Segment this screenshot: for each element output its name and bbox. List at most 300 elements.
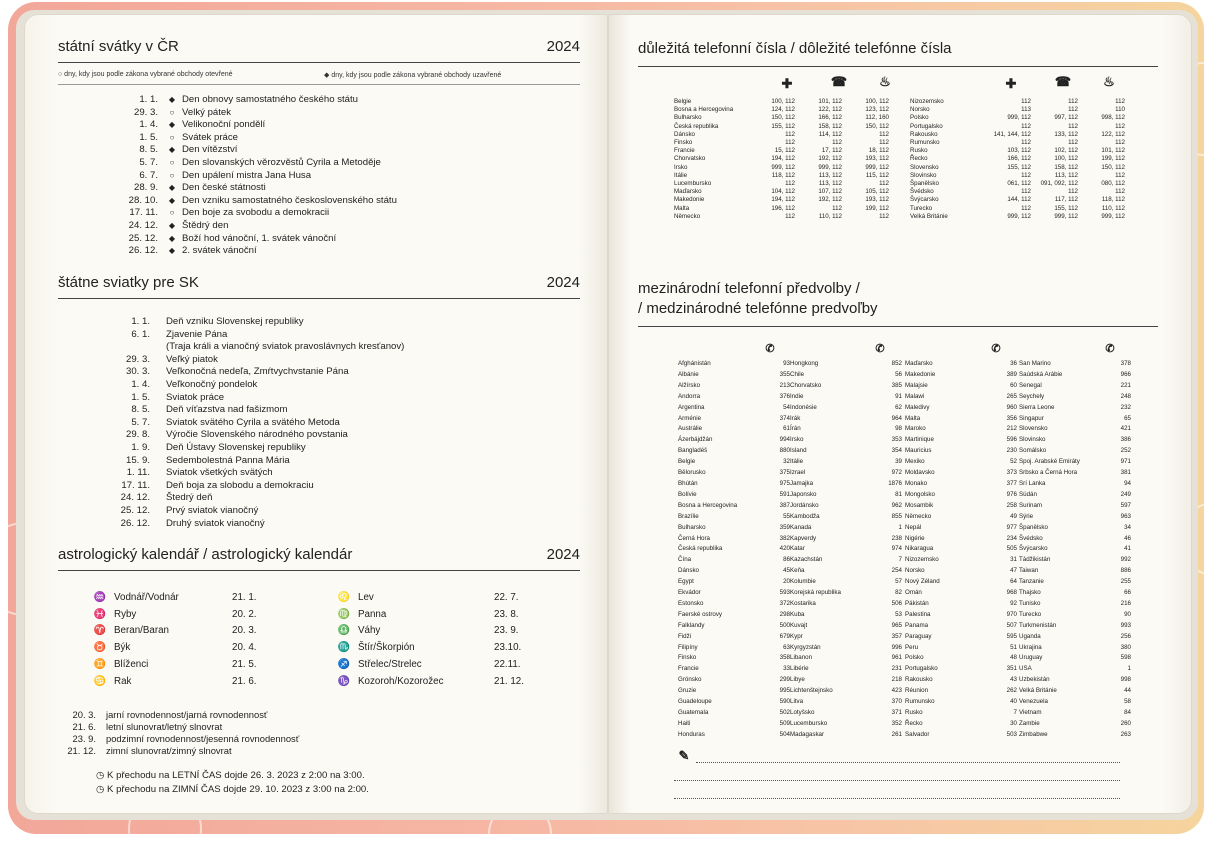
- country-name: Bulharsko: [674, 114, 702, 122]
- dial-code: 505: [1006, 545, 1017, 553]
- country-name: Kazachstán: [790, 556, 823, 564]
- holiday-row: [58, 182, 397, 195]
- shop-status-marker: ○: [169, 208, 175, 218]
- ambulance-number: 112: [1021, 188, 1031, 196]
- dial-code: 964: [891, 414, 902, 422]
- dial-code: 358: [779, 654, 790, 662]
- dial-code: 503: [1006, 730, 1017, 738]
- country-name: Portugalsko: [910, 122, 943, 130]
- dial-code-row: [790, 708, 902, 719]
- holiday-date: 17. 11.: [121, 479, 150, 491]
- dial-code-row: [1019, 501, 1131, 512]
- holiday-name: Veľkonočný pondelok: [166, 378, 258, 390]
- dial-code-row: [1019, 446, 1131, 457]
- holiday-row: [58, 94, 397, 107]
- dial-code: 46: [1124, 534, 1131, 542]
- dial-code: 216: [1120, 599, 1131, 607]
- holiday-row: [58, 392, 404, 405]
- dial-code-row: [905, 512, 1017, 523]
- country-name: Kapverdy: [790, 534, 817, 542]
- shop-status-marker: ○: [169, 157, 175, 167]
- dial-code: 256: [1120, 632, 1131, 640]
- country-name: Rakousko: [905, 676, 933, 684]
- divider: [58, 84, 580, 85]
- country-name: Libérie: [790, 665, 809, 673]
- dial-code: 52: [1010, 458, 1017, 466]
- holiday-row: [58, 329, 404, 342]
- zodiac-start-date: 23. 8.: [494, 608, 519, 620]
- season-date: 21. 12.: [67, 745, 96, 756]
- emergency-row: [910, 98, 1128, 106]
- zodiac-row: [330, 656, 534, 673]
- country-name: Indie: [790, 392, 804, 400]
- dial-code: 218: [891, 676, 902, 684]
- holiday-date: 1. 4.: [139, 119, 158, 131]
- dial-code: 595: [1006, 632, 1017, 640]
- season-row: [54, 721, 299, 733]
- dial-code-row: [790, 719, 902, 730]
- holiday-date: 1. 11.: [126, 467, 150, 479]
- ambulance-number: 112: [1021, 171, 1031, 179]
- dial-code: 378: [1120, 360, 1131, 367]
- dial-code: 34: [1124, 523, 1131, 531]
- country-name: Irsko: [790, 436, 804, 444]
- holiday-name: Deň vzniku Slovenskej republiky: [166, 316, 304, 327]
- sk-holiday-list: [58, 316, 404, 530]
- notes-line[interactable]: [674, 780, 1120, 781]
- ambulance-number: 194, 112: [771, 155, 795, 163]
- holiday-date: 8. 5.: [139, 144, 158, 156]
- country-name: Senegal: [1019, 381, 1042, 389]
- dial-code-row: [1019, 566, 1131, 577]
- holiday-name: Boží hod vánoční, 1. svátek vánoční: [182, 232, 337, 244]
- ambulance-number: 112: [785, 130, 795, 138]
- dial-code-row: [905, 708, 1017, 719]
- country-name: Afghánistán: [678, 360, 711, 367]
- dial-code-row: [790, 664, 902, 675]
- country-name: Seychely: [1019, 392, 1045, 400]
- dial-code-row: [790, 414, 902, 425]
- dial-code: 53: [895, 610, 902, 618]
- holiday-name: (Traja králi a vianočný sviatok pravoslávnych kresťanov): [166, 341, 405, 353]
- dial-code-row: [790, 534, 902, 545]
- holiday-date: 25. 12.: [120, 504, 150, 516]
- dial-code: 82: [895, 589, 902, 597]
- country-name: Švédsko: [1019, 534, 1043, 542]
- holiday-name: Den vzniku samostatného československého státu: [182, 194, 397, 206]
- country-name: Švédsko: [910, 188, 934, 196]
- season-name: podzimní rovnodennost/jesenná rovnodennosť: [106, 733, 300, 744]
- dial-code: 596: [1006, 436, 1017, 444]
- dial-code: 232: [1120, 403, 1131, 411]
- emergency-numbers-title: důležitá telefonní čísla / dôležité telefónne čísla: [638, 40, 952, 57]
- holiday-row: [58, 379, 404, 392]
- country-name: Irsko: [674, 163, 688, 171]
- dial-code: 43: [1010, 676, 1017, 684]
- dial-code: 298: [779, 610, 790, 618]
- dial-code: 355: [779, 370, 790, 378]
- country-name: Rumunsko: [905, 698, 935, 706]
- dial-code: 371: [891, 709, 902, 716]
- ambulance-number: 150, 112: [771, 114, 795, 122]
- holiday-row: [58, 195, 397, 208]
- dial-code-row: [678, 555, 790, 566]
- emergency-row: [910, 164, 1128, 172]
- country-name: Omán: [905, 589, 922, 597]
- holiday-date: 30. 3.: [125, 366, 150, 378]
- season-name: zimní slunovrat/zimný slnovrat: [106, 745, 232, 756]
- dial-code: 353: [891, 436, 902, 444]
- country-name: Ázerbájdžán: [678, 436, 713, 444]
- ambulance-number: 112: [785, 139, 795, 147]
- dial-code: 385: [891, 381, 902, 389]
- dial-code: 354: [891, 447, 902, 455]
- holiday-date: 26. 12.: [120, 517, 150, 529]
- police-number: 107, 112: [818, 188, 842, 196]
- country-name: Réunion: [905, 687, 929, 695]
- dial-code-row: [905, 566, 1017, 577]
- dial-code-row: [678, 643, 790, 654]
- emergency-row: [910, 147, 1128, 155]
- notes-line[interactable]: [674, 798, 1120, 799]
- country-name: Singapur: [1019, 414, 1044, 422]
- country-name: Guatemala: [678, 709, 709, 716]
- emergency-row: [674, 205, 892, 213]
- dial-code: 57: [895, 578, 902, 586]
- holiday-date: 5. 7.: [139, 156, 158, 168]
- season-row: [54, 733, 299, 745]
- dial-code-row: [678, 719, 790, 730]
- dial-code-row: [1019, 414, 1131, 425]
- country-name: Polsko: [910, 114, 929, 122]
- dial-code: 998: [1120, 676, 1131, 684]
- country-name: Filipíny: [678, 643, 698, 651]
- season-date: 21. 6.: [72, 721, 96, 732]
- dial-code-row: [1019, 424, 1131, 435]
- dial-code-row: [790, 359, 902, 370]
- notes-line[interactable]: [696, 762, 1120, 763]
- dial-code: 509: [779, 719, 790, 727]
- dial-code: 423: [891, 687, 902, 695]
- dial-code: 971: [1120, 458, 1131, 466]
- country-name: Francie: [674, 147, 695, 155]
- holiday-name: Sviatok všetkých svätých: [166, 467, 273, 479]
- cz-holidays-year: 2024: [546, 38, 580, 55]
- country-name: Zambie: [1019, 719, 1040, 727]
- dial-code: 351: [1006, 665, 1017, 673]
- dial-code-row: [1019, 653, 1131, 664]
- left-page: [24, 14, 608, 814]
- emergency-row: [674, 155, 892, 163]
- ambulance-number: 061, 112: [1007, 180, 1031, 188]
- dial-code-row: [1019, 577, 1131, 588]
- dial-code-row: [905, 588, 1017, 599]
- ambulance-number: 141, 144, 112: [993, 130, 1031, 138]
- dial-code: 230: [1006, 447, 1017, 455]
- dial-code: 960: [1006, 403, 1017, 411]
- season-date: 20. 3.: [72, 709, 96, 720]
- dial-code-row: [905, 468, 1017, 479]
- ambulance-number: 103, 112: [1007, 147, 1031, 155]
- holiday-name: Svátek práce: [182, 131, 238, 143]
- dial-code: 212: [1006, 425, 1017, 433]
- fire-number: 150, 112: [865, 122, 889, 130]
- dial-code-row: [790, 479, 902, 490]
- holiday-row: [58, 480, 404, 493]
- holiday-row: [58, 429, 404, 442]
- ambulance-number: 155, 112: [1007, 163, 1031, 171]
- country-name: Turecko: [910, 204, 933, 212]
- holiday-date: 29. 3.: [133, 106, 158, 118]
- dial-code: 963: [1120, 512, 1131, 520]
- country-name: Venezuela: [1019, 698, 1048, 706]
- dial-code: 263: [1120, 730, 1131, 738]
- dial-code: 598: [1120, 654, 1131, 662]
- country-name: Makedonie: [905, 370, 936, 378]
- country-name: Rusko: [910, 147, 928, 155]
- dial-code-row: [678, 686, 790, 697]
- police-number: 999, 112: [818, 163, 842, 171]
- dial-code-row: [678, 675, 790, 686]
- country-name: Indonésie: [790, 403, 817, 411]
- dial-code: 380: [1120, 643, 1131, 651]
- dial-code: 992: [1120, 556, 1131, 564]
- zodiac-row: [86, 623, 292, 640]
- dial-code: 252: [1120, 447, 1131, 455]
- emergency-row: [910, 180, 1128, 188]
- police-number: 158, 112: [818, 122, 842, 130]
- dial-codes-title-2: / medzinárodné telefónne predvoľby: [638, 300, 878, 317]
- country-name: Nepál: [905, 523, 922, 531]
- country-name: Bosna a Hercegovina: [678, 501, 738, 509]
- dial-code-row: [790, 610, 902, 621]
- country-name: Nigérie: [905, 534, 925, 542]
- fire-number: 18, 112: [868, 147, 889, 155]
- dial-code-row: [790, 730, 902, 741]
- dial-code-row: [1019, 523, 1131, 534]
- cz-holiday-list: [58, 94, 397, 258]
- holiday-row: [58, 233, 397, 246]
- dial-code: 90: [1124, 610, 1131, 618]
- dial-code-row: [1019, 381, 1131, 392]
- dial-code-row: [905, 490, 1017, 501]
- zodiac-name: Býk: [114, 642, 131, 654]
- dial-code-row: [790, 555, 902, 566]
- dial-code: 98: [895, 425, 902, 433]
- dial-code-row: [678, 544, 790, 555]
- country-name: Slovensko: [910, 163, 939, 171]
- dial-code-row: [905, 359, 1017, 370]
- zodiac-start-date: 21. 1.: [232, 591, 257, 603]
- dial-code: 375: [779, 469, 790, 477]
- dial-code-row: [790, 424, 902, 435]
- holiday-row: [58, 366, 404, 379]
- ambulance-number: 194, 112: [771, 196, 795, 204]
- country-name: Lotyšsko: [790, 709, 815, 716]
- country-name: Japonsko: [790, 490, 817, 498]
- country-name: Dánsko: [678, 567, 699, 575]
- dial-code: 374: [779, 414, 790, 422]
- zodiac-name: Váhy: [358, 625, 381, 637]
- astro-year: 2024: [546, 546, 580, 563]
- dial-code: 261: [891, 730, 902, 738]
- holiday-row: [58, 107, 397, 120]
- country-name: Nový Zéland: [905, 578, 940, 586]
- country-name: Taiwan: [1019, 567, 1039, 575]
- zodiac-row: [86, 656, 292, 673]
- dial-code-row: [1019, 632, 1131, 643]
- holiday-name: Deň boja za slobodu a demokraciu: [166, 479, 314, 491]
- divider: [58, 298, 580, 299]
- zodiac-row: [330, 623, 534, 640]
- holiday-row: [58, 492, 404, 505]
- dial-code: 32: [783, 458, 790, 466]
- country-name: Jamajka: [790, 479, 814, 487]
- dial-code: 44: [1124, 687, 1131, 695]
- police-number: 192, 112: [818, 196, 842, 204]
- country-name: Portugalsko: [905, 665, 938, 673]
- zodiac-name: Blíženci: [114, 659, 149, 671]
- dial-code: 1876: [888, 479, 902, 487]
- holiday-date: 1. 4.: [131, 378, 150, 390]
- holiday-name: Sviatok svätého Cyrila a svätého Metoda: [166, 416, 340, 428]
- season-row: [54, 709, 299, 721]
- police-number: 112: [832, 139, 842, 147]
- emergency-table-2: [910, 98, 1128, 221]
- police-number: 17, 112: [821, 147, 842, 155]
- holiday-date: 29. 3.: [125, 353, 150, 365]
- dial-code-row: [1019, 643, 1131, 654]
- dial-code-row: [905, 610, 1017, 621]
- holiday-name: Zjavenie Pána: [166, 328, 228, 340]
- holiday-name: Velikonoční pondělí: [182, 119, 266, 131]
- country-name: Arménie: [678, 414, 702, 422]
- country-name: Tádžikistán: [1019, 556, 1051, 564]
- dial-code: 996: [891, 643, 902, 651]
- dial-code: 381: [1120, 469, 1131, 477]
- emergency-row: [910, 155, 1128, 163]
- country-name: Island: [790, 447, 807, 455]
- country-name: Palestina: [905, 610, 931, 618]
- zodiac-start-date: 21. 6.: [232, 675, 257, 687]
- zodiac-sign-icon: ♒: [93, 591, 107, 603]
- cz-holidays-title: státní svátky v ČR: [58, 38, 179, 55]
- country-name: Řecko: [910, 155, 928, 163]
- fire-number: 112: [1115, 171, 1125, 179]
- dial-code-row: [678, 664, 790, 675]
- holiday-date: 1. 1.: [131, 316, 150, 327]
- shop-status-marker: ○: [169, 170, 175, 180]
- country-name: Surinam: [1019, 501, 1043, 509]
- holiday-name: Den české státnosti: [182, 182, 266, 194]
- country-name: Malajsie: [905, 381, 928, 389]
- country-name: Mexiko: [905, 458, 925, 466]
- country-name: Nizozemsko: [905, 556, 939, 564]
- dial-code: 260: [1120, 719, 1131, 727]
- holiday-name: Veľký piatok: [166, 353, 218, 365]
- holiday-name: Štědrý den: [182, 219, 229, 231]
- dial-code-row: [790, 632, 902, 643]
- dial-code: 66: [1124, 589, 1131, 597]
- country-name: Madagaskar: [790, 730, 825, 738]
- zodiac-sign-icon: ♎: [337, 625, 351, 637]
- holiday-date: 28. 10.: [128, 194, 158, 206]
- fire-number: 999, 112: [1101, 212, 1125, 220]
- zodiac-sign-icon: ♌: [337, 591, 351, 603]
- fire-number: 193, 112: [865, 196, 889, 204]
- dial-code-row: [790, 544, 902, 555]
- dial-code-row: [905, 675, 1017, 686]
- dial-code: 994: [779, 436, 790, 444]
- country-name: Belgie: [678, 458, 696, 466]
- country-name: Maďarsko: [674, 188, 702, 196]
- shop-status-marker: ○: [169, 132, 175, 142]
- dial-code: 248: [1120, 392, 1131, 400]
- country-name: Chorvatsko: [790, 381, 822, 389]
- dial-code: 41: [1124, 545, 1131, 553]
- country-name: Sierra Leone: [1019, 403, 1055, 411]
- dial-code-row: [905, 599, 1017, 610]
- country-name: Lucembursko: [674, 180, 712, 188]
- dial-code-row: [790, 370, 902, 381]
- holiday-row: [58, 442, 404, 455]
- dial-code-row: [678, 435, 790, 446]
- dial-code: 234: [1006, 534, 1017, 542]
- country-name: Černá Hora: [678, 534, 710, 542]
- country-name: Bolívie: [678, 490, 697, 498]
- dial-code: 20: [783, 578, 790, 586]
- country-name: Hongkong: [790, 360, 819, 367]
- country-name: Guadeloupe: [678, 698, 712, 706]
- divider: [638, 66, 1158, 67]
- fire-number: 199, 112: [1101, 155, 1125, 163]
- pencil-icon: ✎: [678, 748, 690, 763]
- dial-code-row: [1019, 588, 1131, 599]
- country-name: Španělsko: [1019, 523, 1048, 531]
- country-name: Faerské ostrovy: [678, 610, 723, 618]
- fire-number: 115, 112: [865, 171, 889, 179]
- ambulance-number: 112: [1021, 98, 1031, 105]
- season-name: jarní rovnodennost/jarná rovnodennosť: [106, 709, 268, 720]
- zodiac-sign-icon: ♍: [337, 608, 351, 620]
- emergency-row: [674, 106, 892, 114]
- dial-code: 852: [891, 360, 902, 367]
- country-name: Bosna a Hercegovina: [674, 106, 734, 114]
- emergency-row: [910, 114, 1128, 122]
- zodiac-sign-icon: ♋: [93, 675, 107, 687]
- phone-icon: ✆: [875, 343, 885, 355]
- fire-icon: ♨: [1103, 74, 1115, 89]
- country-name: Paraguay: [905, 632, 932, 640]
- holiday-date: 1. 5.: [131, 391, 150, 403]
- holiday-date: 6. 7.: [139, 169, 158, 181]
- holiday-name: Štedrý deň: [166, 492, 213, 504]
- ambulance-number: 112: [785, 212, 795, 220]
- dial-code-row: [678, 599, 790, 610]
- zodiac-name: Rak: [114, 675, 132, 687]
- ambulance-number: 100, 112: [771, 98, 795, 105]
- country-name: Saúdská Arábie: [1019, 370, 1063, 378]
- fire-number: 112: [879, 130, 889, 138]
- dial-code-row: [1019, 621, 1131, 632]
- fire-number: 199, 112: [865, 204, 889, 212]
- phone-icon: ✆: [991, 343, 1001, 355]
- country-name: Itálie: [674, 171, 688, 179]
- zodiac-name: Vodnář/Vodnár: [114, 591, 179, 603]
- emergency-row: [674, 164, 892, 172]
- dial-code-row: [678, 577, 790, 588]
- dial-code: 221: [1120, 381, 1131, 389]
